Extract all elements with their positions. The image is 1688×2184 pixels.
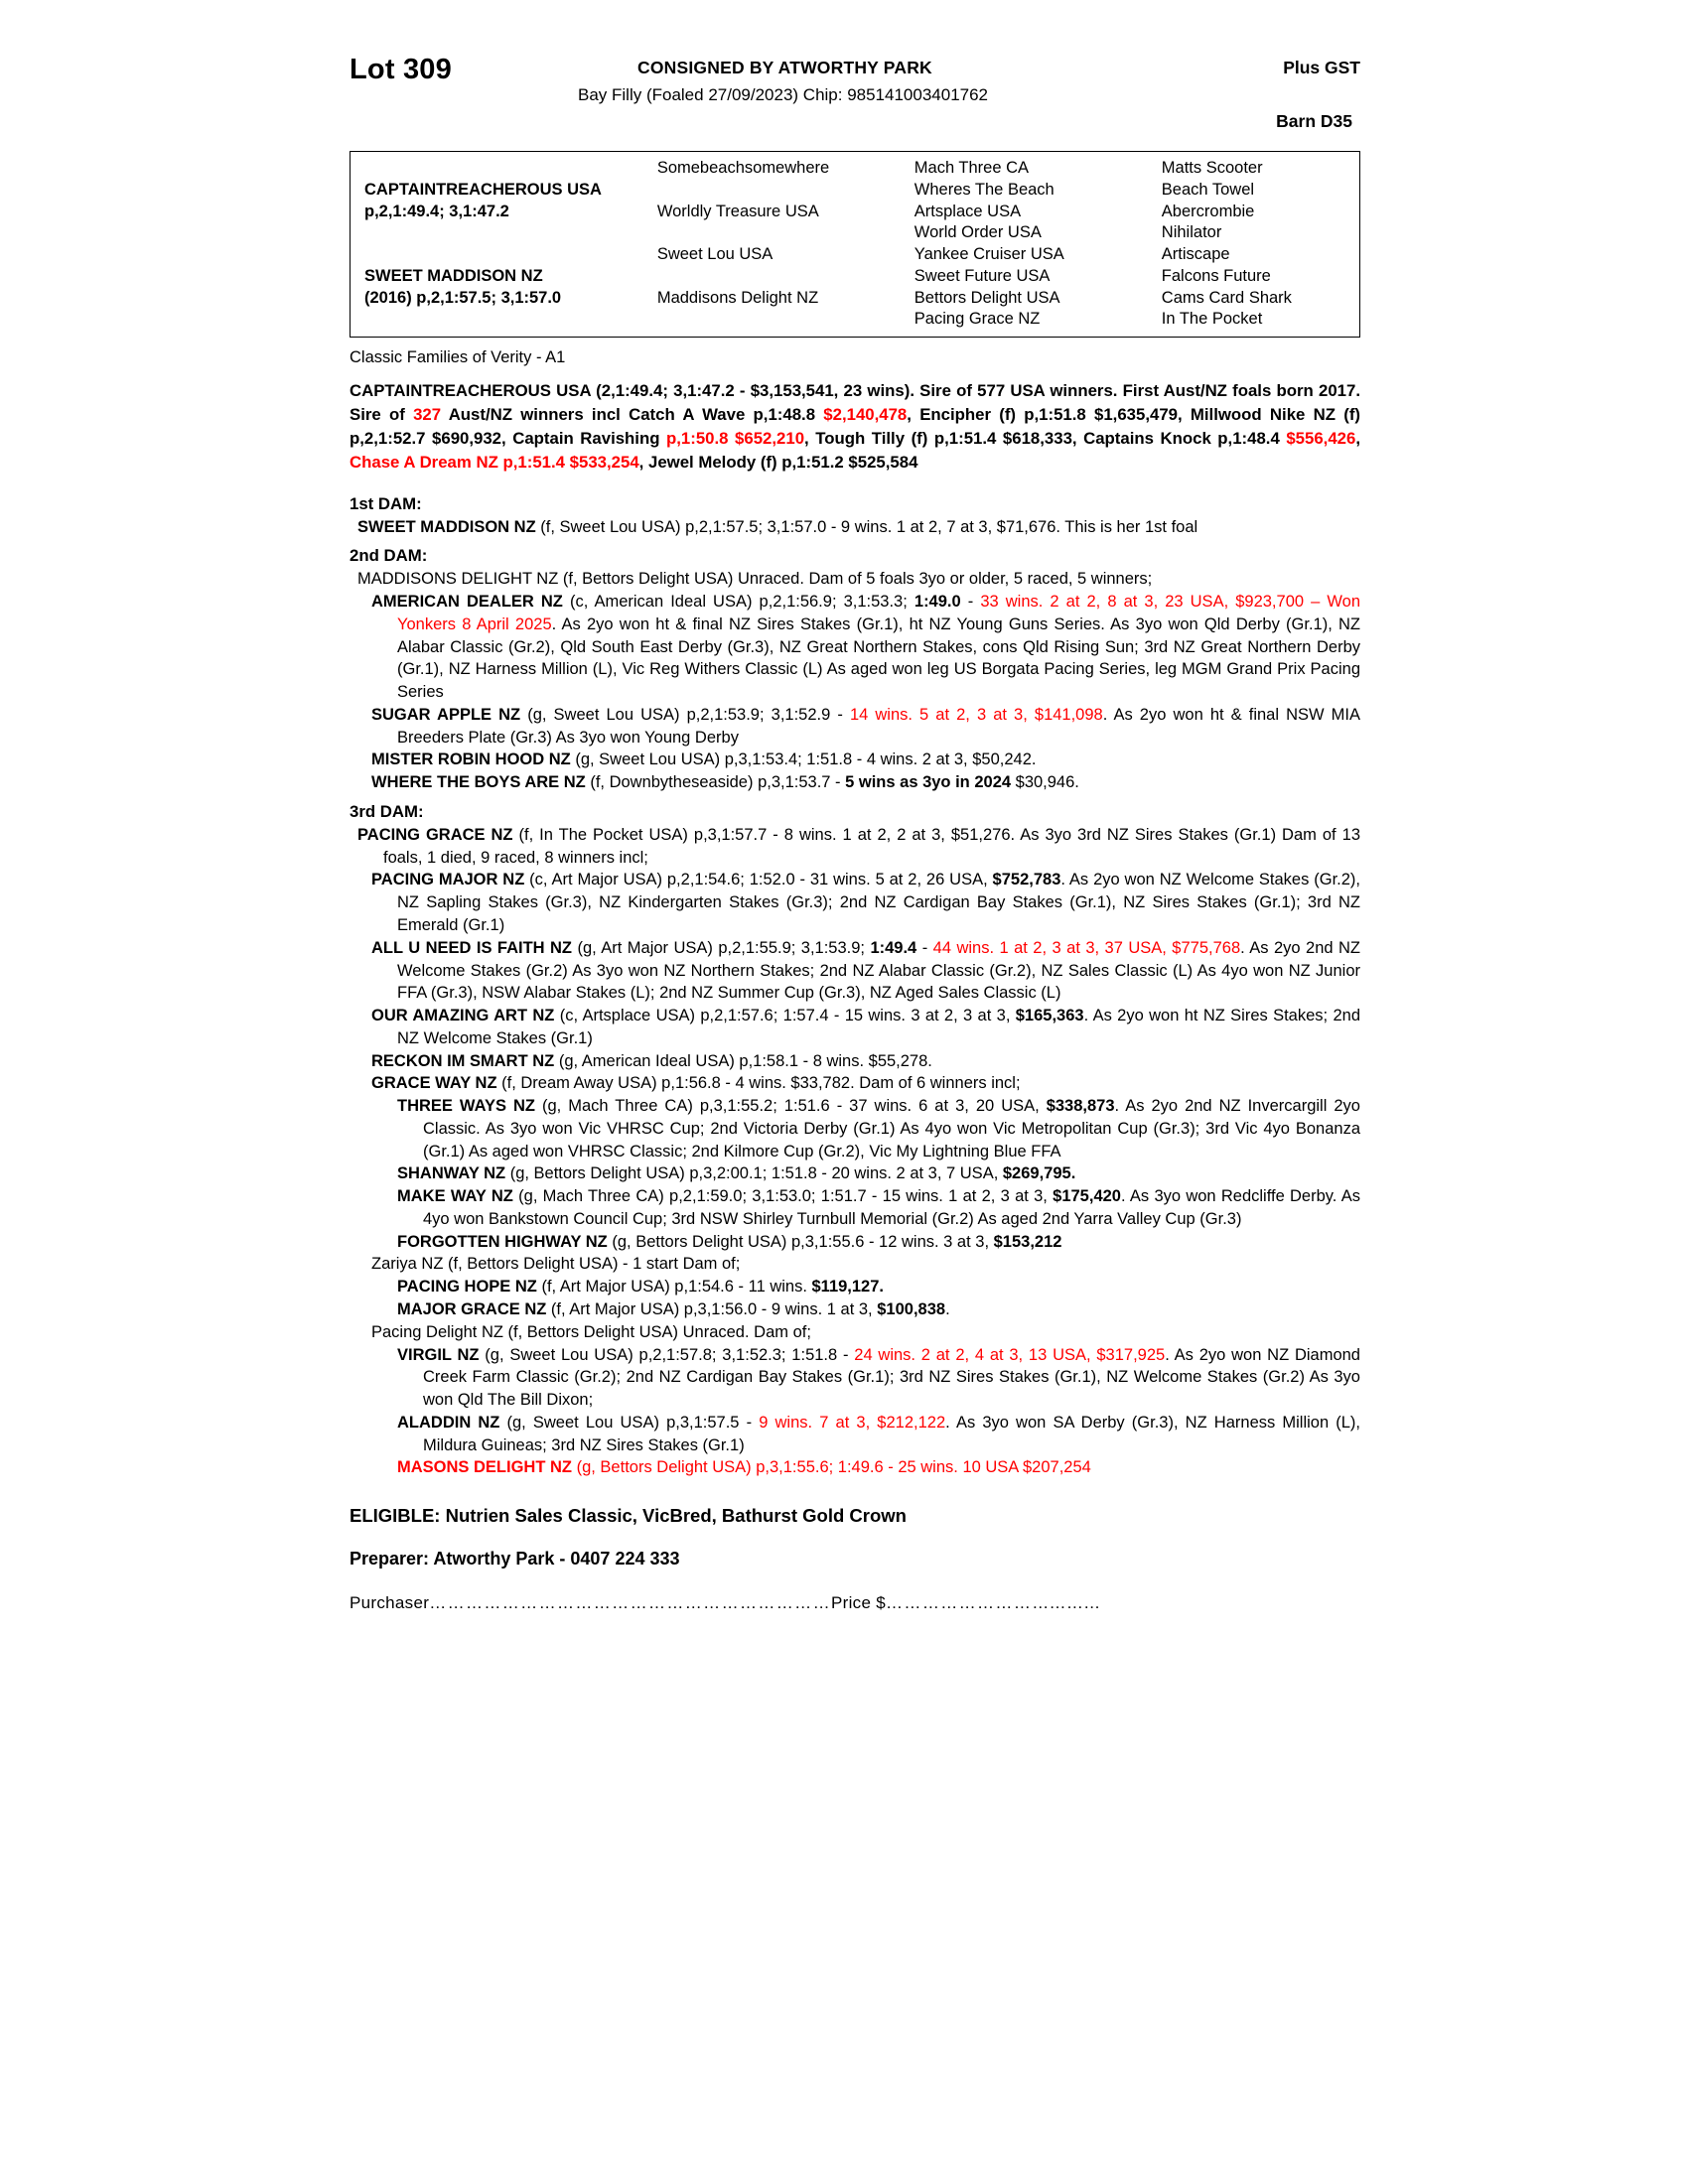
progeny-earnings: $175,420 (1053, 1187, 1121, 1206)
pedigree-row (351, 288, 1359, 310)
purchaser-label: Purchaser (350, 1593, 430, 1613)
price-field[interactable]: …………………… (886, 1593, 1033, 1613)
progeny-name: SHANWAY NZ (397, 1164, 506, 1183)
progeny-name: PACING HOPE NZ (397, 1278, 537, 1297)
pedigree-sire-sire: Somebeachsomewhere (656, 159, 830, 177)
progeny-post: . As 2yo won ht NZ Sires Stakes; 2nd NZ Welcome Stakes (Gr.1) (397, 1007, 1360, 1047)
pedigree-sire-record: p,2,1:49.4; 3,1:47.2 (364, 202, 509, 220)
progeny-entry (350, 771, 1360, 794)
price-field-extra[interactable]: ………… (1032, 1593, 1101, 1613)
pedigree-gen3-5: Yankee Cruiser USA (914, 245, 1064, 264)
progeny-pre: (g, Sweet Lou USA) p,3,1:57.5 - (499, 1413, 760, 1432)
pedigree-gen4-1: Matts Scooter (1161, 159, 1263, 177)
pedigree-gen4-2: Beach Towel (1161, 180, 1255, 199)
progeny-earnings: $338,873 (1046, 1097, 1115, 1116)
sub-progeny-entry (350, 1185, 1360, 1231)
progeny-post: $30,946. (1011, 773, 1079, 792)
sire-summary-paragraph (350, 379, 1360, 474)
pedigree-dam-name: SWEET MADDISON NZ (364, 266, 543, 285)
pedigree-dam-record: (2016) p,2,1:57.5; 3,1:57.0 (364, 288, 562, 307)
sub-progeny-entry (350, 1276, 1360, 1298)
progeny-detail: (g, Bettors Delight USA) p,3,1:55.6; 1:49.6 - 25 wins. 10 USA $207,254 (572, 1458, 1091, 1477)
pedigree-row (351, 222, 1359, 244)
progeny-earnings: $119,127. (811, 1278, 884, 1297)
sire-highlight-5: Chase A Dream NZ p,1:51.4 $533,254 (350, 452, 639, 472)
pedigree-sire-dam: Worldly Treasure USA (656, 202, 819, 220)
progeny-pre: (g, Mach Three CA) p,2,1:59.0; 3,1:53.0; 1:51.7 - 15 wins. 1 at 2, 3 at 3, (512, 1187, 1054, 1206)
sire-highlight-2: $2,140,478 (823, 404, 908, 424)
progeny-highlight: 24 wins. 2 at 2, 4 at 3, 13 USA, $317,925 (854, 1345, 1166, 1364)
pedigree-gen3-2: Wheres The Beach (914, 180, 1055, 199)
sire-text-4: , Tough Tilly (f) p,1:51.4 $618,333, Captains Knock p,1:48.4 (804, 428, 1287, 448)
progeny-name: PACING MAJOR NZ (371, 871, 525, 889)
progeny-name: SUGAR APPLE NZ (371, 705, 521, 724)
lot-number: Lot 309 (350, 54, 452, 85)
progeny-earnings: $752,783 (992, 871, 1061, 889)
progeny-post: . As 3yo won Redcliffe Derby. As 4yo won Bankstown Council Cup; 3rd NSW Shirley Turnbull Memorial (Gr.2) As aged 2nd Yarra Valley Cup (Gr.3) (423, 1187, 1360, 1228)
horse-subtitle: Bay Filly (Foaled 27/09/2023) Chip: 985141003401762 (578, 85, 989, 104)
progeny-earnings: $153,212 (993, 1232, 1062, 1251)
pedigree-spacer (657, 180, 914, 202)
progeny-post: . As 3yo won SA Derby (Gr.3), NZ Harness Million (L), Mildura Guineas; 3rd NZ Sires Stakes (Gr.1) (423, 1413, 1361, 1454)
sire-highlight-1: 327 (413, 404, 442, 424)
pedigree-spacer (351, 244, 657, 266)
pedigree-gen3-8: Pacing Grace NZ (914, 310, 1041, 329)
progeny-pre: (g, Art Major USA) p,2,1:55.9; 3,1:53.9; (572, 938, 871, 957)
third-dam-name: PACING GRACE NZ (357, 825, 513, 844)
first-dam-name: SWEET MADDISON NZ (357, 517, 536, 536)
progeny-name: FORGOTTEN HIGHWAY NZ (397, 1232, 608, 1251)
page-header (350, 40, 1360, 135)
sire-text-2: Aust/NZ winners incl Catch A Wave p,1:48.8 (441, 404, 824, 424)
pedigree-row (351, 158, 1359, 180)
pedigree-dam-dam: Maddisons Delight NZ (656, 288, 819, 307)
sub-progeny-entry (350, 1344, 1360, 1412)
pedigree-dam-sire: Sweet Lou USA (656, 245, 774, 264)
progeny-name: MASONS DELIGHT NZ (397, 1458, 572, 1477)
price-label: Price $ (831, 1593, 887, 1613)
progeny-entry (350, 869, 1360, 936)
pedigree-gen4-4: Nihilator (1161, 223, 1222, 242)
progeny-name: ALL U NEED IS FAITH NZ (371, 938, 573, 957)
progeny-name: AMERICAN DEALER NZ (371, 593, 563, 612)
progeny-entry (350, 591, 1360, 704)
pedigree-row (351, 266, 1359, 288)
first-dam-entry (350, 516, 1360, 539)
pedigree-sire-name: CAPTAINTREACHEROUS USA (364, 180, 602, 199)
sub-progeny-entry (350, 1162, 1360, 1185)
progeny-entry (350, 1072, 1360, 1095)
third-dam-entry (350, 824, 1360, 870)
pedigree-sire-block (351, 158, 657, 180)
pedigree-row (351, 180, 1359, 202)
progeny-post: . As 2yo won NZ Welcome Stakes (Gr.2), NZ Sapling Stakes (Gr.3), NZ Kindergarten Stakes (Gr.3); 2nd NZ Cardigan Bay Stakes (Gr.1), NZ Sires Stakes (Gr.1); 3rd NZ Emerald (Gr.1) (397, 871, 1360, 934)
sire-highlight-3: p,1:50.8 $652,210 (666, 428, 805, 448)
sub-progeny-entry (350, 1095, 1360, 1162)
progeny-pre: (f, Art Major USA) p,3,1:56.0 - 9 wins. 1 at 3, (546, 1300, 878, 1318)
progeny-record: 5 wins as 3yo in 2024 (845, 773, 1012, 792)
progeny-pre: (g, Sweet Lou USA) p,2,1:57.8; 3,1:52.3; 1:51.8 - (479, 1345, 855, 1364)
progeny-post: . As 2yo 2nd NZ Welcome Stakes (Gr.2) As 3yo won NZ Northern Stakes; 2nd NZ Alabar Classic (Gr.2), NZ Sales Classic (L) As 4yo won NZ Junior FFA (Gr.3), NSW Alabar Stakes (L); 2nd NZ Summer Cup (Gr.3), NZ Aged Sales Classic (L) (397, 938, 1360, 1003)
progeny-mid: - (916, 938, 933, 957)
progeny-earnings: $165,363 (1015, 1007, 1084, 1025)
pedigree-gen3-7: Bettors Delight USA (914, 288, 1060, 307)
progeny-post: . As 2yo won NZ Diamond Creek Farm Classic (Gr.2); 2nd NZ Cardigan Bay Stakes (Gr.1); 3rd NZ Sires Stakes (Gr.1), NZ Welcome Stakes (Gr.2) As 3yo won Qld The Bill Dixon; (423, 1345, 1360, 1410)
progeny-earnings: $269,795. (1002, 1164, 1076, 1183)
second-dam-entry (350, 568, 1360, 591)
progeny-earnings: $100,838 (877, 1300, 946, 1318)
progeny-entry (350, 704, 1360, 750)
classic-families-line: Classic Families of Verity - A1 (350, 348, 566, 367)
progeny-highlight: 14 wins. 5 at 2, 3 at 3, $141,098 (849, 705, 1103, 724)
pedigree-gen3-1: Mach Three CA (914, 159, 1030, 177)
pedigree-gen3-6: Sweet Future USA (914, 266, 1051, 285)
zariya-line: Zariya NZ (f, Bettors Delight USA) - 1 start Dam of; (371, 1255, 741, 1274)
consignor-title: CONSIGNED BY ATWORTHY PARK (637, 58, 932, 77)
pedigree-spacer (351, 222, 657, 244)
purchaser-row (350, 1593, 1360, 1613)
progeny-post: . As 2yo won ht & final NZ Sires Stakes (Gr.1), ht NZ Young Guns Series. As 3yo won Qld Derby (Gr.1), NZ Alabar Classic (Gr.2), Qld South East Derby (Gr.3), NZ Great Northern Stakes, cons Qld Rising Sun; 3rd NZ Great Northern Derby (Gr.1), NZ Harness Million (L), Vic Reg Withers Classic (L) As aged won leg US Borgata Pacing Series, leg MGM Grand Prix Pacing Series (397, 614, 1361, 702)
pedigree-spacer (351, 309, 657, 331)
sub-progeny-entry (350, 1412, 1360, 1457)
progeny-pre: (g, Sweet Lou USA) p,2,1:53.9; 3,1:52.9 - (520, 705, 850, 724)
sub-progeny-entry (350, 1231, 1360, 1254)
progeny-pre: (g, Bettors Delight USA) p,3,2:00.1; 1:51.8 - 20 wins. 2 at 3, 7 USA, (505, 1164, 1003, 1183)
first-dam-detail: (f, Sweet Lou USA) p,2,1:57.5; 3,1:57.0 - 9 wins. 1 at 2, 7 at 3, $71,676. This is her 1st foal (535, 517, 1198, 536)
sub-progeny-entry (350, 1298, 1360, 1321)
pedigree-spacer (657, 222, 914, 244)
progeny-entry (350, 937, 1360, 1005)
progeny-name: ALADDIN NZ (397, 1413, 500, 1432)
eligible-line: ELIGIBLE: Nutrien Sales Classic, VicBred, Bathurst Gold Crown (350, 1505, 907, 1527)
progeny-pre: (c, Art Major USA) p,2,1:54.6; 1:52.0 - 31 wins. 5 at 2, 26 USA, (524, 871, 993, 889)
progeny-record: 1:49.4 (870, 938, 917, 957)
pedigree-spacer (657, 266, 914, 288)
progeny-pre: (f, Dream Away USA) p,1:56.8 - 4 wins. $33,782. Dam of 6 winners incl; (496, 1074, 1021, 1093)
progeny-name: WHERE THE BOYS ARE NZ (371, 773, 586, 792)
progeny-pre: (f, Art Major USA) p,1:54.6 - 11 wins. (536, 1278, 812, 1297)
pedigree-gen4-6: Falcons Future (1161, 266, 1271, 285)
preparer-line: Preparer: Atworthy Park - 0407 224 333 (350, 1549, 680, 1570)
pedigree-gen3-4: World Order USA (914, 223, 1042, 242)
progeny-pre: (g, Mach Three CA) p,3,1:55.2; 1:51.6 - 37 wins. 6 at 3, 20 USA, (535, 1097, 1047, 1116)
pedigree-gen4-3: Abercrombie (1161, 202, 1255, 220)
progeny-pre: (f, Downbytheseaside) p,3,1:53.7 - (585, 773, 846, 792)
progeny-name: MAJOR GRACE NZ (397, 1300, 547, 1318)
progeny-highlight: 44 wins. 1 at 2, 3 at 3, 37 USA, $775,768 (932, 938, 1241, 957)
pedigree-row (351, 309, 1359, 331)
progeny-name: VIRGIL NZ (397, 1345, 480, 1364)
progeny-pre: (c, American Ideal USA) p,2,1:56.9; 3,1:53.3; (562, 593, 914, 612)
barn-label: Barn D35 (1276, 111, 1352, 131)
first-dam-heading: 1st DAM: (350, 493, 422, 513)
progeny-name: RECKON IM SMART NZ (371, 1051, 555, 1070)
progeny-highlight: 9 wins. 7 at 3, $212,122 (759, 1413, 946, 1432)
progeny-pre: (g, Sweet Lou USA) p,3,1:53.4; 1:51.8 - 4 wins. 2 at 3, $50,242. (570, 751, 1037, 769)
progeny-post: . As 2yo 2nd NZ Invercargill 2yo Classic. As 3yo won Vic VHRSC Cup; 2nd Victoria Derby (Gr.1) As 4yo won Vic Metropolitan Cup (Gr.3); 3rd Vic 4yo Bonanza (Gr.1) As aged won VHRSC Classic; 2nd Kilmore Cup (Gr.2), Vic My Lightning Blue FFA (423, 1097, 1360, 1160)
sire-text-5: , (1355, 428, 1361, 448)
third-dam-detail: (f, In The Pocket USA) p,3,1:57.7 - 8 wins. 1 at 2, 2 at 3, $51,276. As 3yo 3rd NZ Sires Stakes (Gr.1) Dam of 13 foals, 1 died, 9 raced, 8 winners incl; (383, 825, 1360, 867)
second-dam-name: MADDISONS DELIGHT NZ (357, 570, 559, 589)
third-dam-heading: 3rd DAM: (350, 801, 424, 821)
progeny-entry (350, 749, 1360, 771)
sire-highlight-4: $556,426 (1286, 428, 1356, 448)
pedigree-row (351, 244, 1359, 266)
masons-delight-entry (350, 1456, 1360, 1479)
progeny-highlight: 33 wins. 2 at 2, 8 at 3, 23 USA, $923,700 – Won Yonkers 8 April 2025 (397, 593, 1360, 633)
second-dam-detail: (f, Bettors Delight USA) Unraced. Dam of 5 foals 3yo or older, 5 raced, 5 winners; (558, 570, 1153, 589)
pedigree-gen4-7: Cams Card Shark (1161, 288, 1292, 307)
progeny-name: MISTER ROBIN HOOD NZ (371, 751, 571, 769)
pacing-delight-line: Pacing Delight NZ (f, Bettors Delight USA) Unraced. Dam of; (371, 1322, 811, 1341)
progeny-name: THREE WAYS NZ (397, 1097, 535, 1116)
purchaser-field[interactable]: ………………………………………………………… (429, 1593, 831, 1613)
progeny-name: MAKE WAY NZ (397, 1187, 513, 1206)
progeny-pre: (c, Artsplace USA) p,2,1:57.6; 1:57.4 - 15 wins. 3 at 2, 3 at 3, (554, 1007, 1016, 1025)
progeny-pre: (g, Bettors Delight USA) p,3,1:55.6 - 12 wins. 3 at 3, (607, 1232, 994, 1251)
pedigree-gen4-8: In The Pocket (1161, 310, 1263, 329)
sire-text-3: , Encipher (f) p,1:51.8 $1,635,479, Millwood Nike NZ (f) p,2,1:52.7 $690,932, Captain Ravishing (350, 404, 1360, 448)
progeny-post: . As 2yo won ht & final NSW MIA Breeders Plate (Gr.3) As 3yo won Young Derby (397, 705, 1360, 747)
progeny-entry (350, 1005, 1360, 1050)
progeny-entry (350, 1050, 1360, 1073)
second-dam-heading: 2nd DAM: (350, 546, 428, 566)
sire-text-1: CAPTAINTREACHEROUS USA (2,1:49.4; 3,1:47.2 - $3,153,541, 23 wins). Sire of 577 USA winners. First Aust/NZ foals born 2017. Sire of (350, 381, 1360, 424)
pedigree-row (351, 202, 1359, 223)
pedigree-gen3-3: Artsplace USA (914, 202, 1022, 220)
pedigree-table (350, 151, 1360, 338)
progeny-post: . (945, 1300, 950, 1318)
progeny-pre: (g, American Ideal USA) p,1:58.1 - 8 wins. $55,278. (554, 1051, 932, 1070)
plus-gst-label: Plus GST (1283, 58, 1360, 77)
sire-text-6: , Jewel Melody (f) p,1:51.2 $525,584 (638, 452, 918, 472)
progeny-name: GRACE WAY NZ (371, 1074, 497, 1093)
pedigree-gen4-5: Artiscape (1161, 245, 1230, 264)
progeny-name: OUR AMAZING ART NZ (371, 1007, 555, 1025)
progeny-record: 1:49.0 (914, 593, 961, 612)
progeny-mid: - (960, 593, 981, 612)
pedigree-spacer (657, 309, 914, 331)
